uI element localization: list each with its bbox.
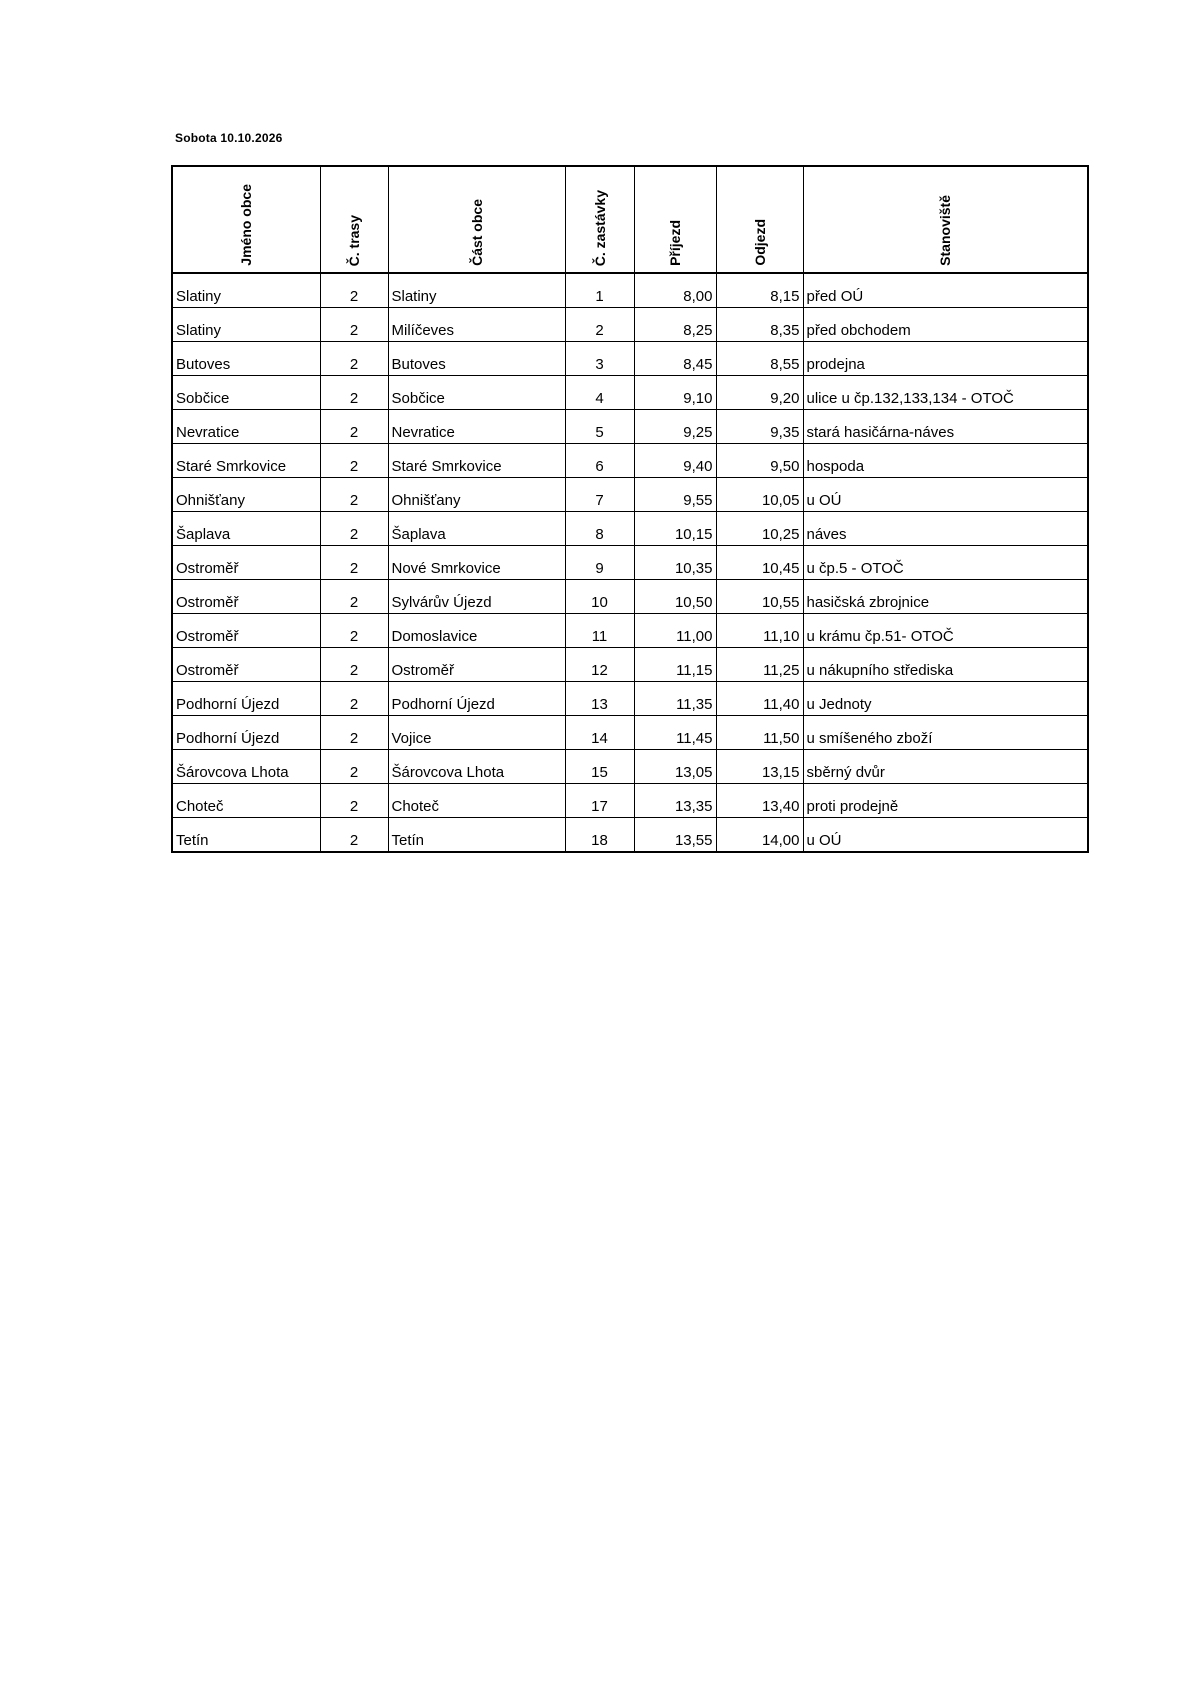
cell-obec: Butoves [172,342,320,376]
cell-obec: Slatiny [172,308,320,342]
table-row [172,580,1088,614]
cell-zastavka: 7 [565,478,634,512]
cell-obec: Podhorní Újezd [172,682,320,716]
cell-prijezd: 8,45 [634,342,716,376]
column-header-prijezd: Příjezd [634,166,716,273]
schedule-table [171,165,1089,853]
cell-trasa: 2 [320,648,388,682]
cell-odjezd: 13,40 [716,784,803,818]
cell-trasa: 2 [320,342,388,376]
cell-prijezd: 11,45 [634,716,716,750]
cell-cast: Sylvárův Újezd [388,580,565,614]
table-row [172,648,1088,682]
table-row [172,512,1088,546]
cell-cast: Milíčeves [388,308,565,342]
cell-prijezd: 13,55 [634,818,716,853]
cell-cast: Podhorní Újezd [388,682,565,716]
cell-obec: Slatiny [172,273,320,308]
cell-trasa: 2 [320,818,388,853]
cell-odjezd: 8,35 [716,308,803,342]
cell-zastavka: 6 [565,444,634,478]
cell-cast: Šárovcova Lhota [388,750,565,784]
table-row [172,376,1088,410]
column-header-stanoviste: Stanoviště [803,166,1088,273]
column-header-obec: Jméno obce [172,166,320,273]
cell-obec: Podhorní Újezd [172,716,320,750]
cell-obec: Nevratice [172,410,320,444]
cell-stanoviste: hasičská zbrojnice [803,580,1088,614]
cell-obec: Sobčice [172,376,320,410]
cell-trasa: 2 [320,546,388,580]
cell-prijezd: 10,15 [634,512,716,546]
cell-prijezd: 10,35 [634,546,716,580]
document-date: Sobota 10.10.2026 [175,131,283,145]
cell-trasa: 2 [320,273,388,308]
cell-zastavka: 8 [565,512,634,546]
cell-odjezd: 13,15 [716,750,803,784]
cell-trasa: 2 [320,308,388,342]
cell-stanoviste: náves [803,512,1088,546]
cell-stanoviste: stará hasičárna-náves [803,410,1088,444]
cell-prijezd: 11,35 [634,682,716,716]
cell-odjezd: 10,55 [716,580,803,614]
cell-stanoviste: sběrný dvůr [803,750,1088,784]
table-header-row [172,166,1088,273]
cell-prijezd: 13,35 [634,784,716,818]
cell-cast: Choteč [388,784,565,818]
cell-trasa: 2 [320,410,388,444]
cell-prijezd: 9,40 [634,444,716,478]
table-row [172,410,1088,444]
table-row [172,342,1088,376]
cell-obec: Ostroměř [172,614,320,648]
cell-prijezd: 8,00 [634,273,716,308]
cell-stanoviste: ulice u čp.132,133,134 - OTOČ [803,376,1088,410]
cell-cast: Slatiny [388,273,565,308]
cell-zastavka: 10 [565,580,634,614]
cell-stanoviste: prodejna [803,342,1088,376]
cell-obec: Ohnišťany [172,478,320,512]
cell-prijezd: 10,50 [634,580,716,614]
cell-trasa: 2 [320,614,388,648]
cell-trasa: 2 [320,750,388,784]
column-header-zastavka: Č. zastávky [565,166,634,273]
cell-odjezd: 11,25 [716,648,803,682]
cell-cast: Nové Smrkovice [388,546,565,580]
cell-cast: Ohnišťany [388,478,565,512]
cell-cast: Vojice [388,716,565,750]
cell-stanoviste: před OÚ [803,273,1088,308]
cell-zastavka: 18 [565,818,634,853]
cell-obec: Ostroměř [172,546,320,580]
cell-prijezd: 11,15 [634,648,716,682]
cell-stanoviste: u nákupního střediska [803,648,1088,682]
cell-cast: Tetín [388,818,565,853]
cell-zastavka: 11 [565,614,634,648]
column-header-trasa: Č. trasy [320,166,388,273]
cell-prijezd: 8,25 [634,308,716,342]
cell-odjezd: 9,35 [716,410,803,444]
cell-zastavka: 15 [565,750,634,784]
cell-zastavka: 13 [565,682,634,716]
cell-trasa: 2 [320,682,388,716]
cell-cast: Ostroměř [388,648,565,682]
cell-trasa: 2 [320,784,388,818]
cell-odjezd: 9,50 [716,444,803,478]
cell-zastavka: 14 [565,716,634,750]
cell-obec: Šárovcova Lhota [172,750,320,784]
cell-odjezd: 11,40 [716,682,803,716]
table-row [172,478,1088,512]
table-row [172,750,1088,784]
cell-odjezd: 9,20 [716,376,803,410]
table-row [172,818,1088,853]
table-row [172,716,1088,750]
column-header-cast: Část obce [388,166,565,273]
cell-cast: Sobčice [388,376,565,410]
table-row [172,308,1088,342]
cell-zastavka: 17 [565,784,634,818]
table-body [172,273,1088,852]
cell-trasa: 2 [320,478,388,512]
column-header-odjezd: Odjezd [716,166,803,273]
cell-cast: Staré Smrkovice [388,444,565,478]
cell-stanoviste: u OÚ [803,818,1088,853]
cell-odjezd: 11,50 [716,716,803,750]
cell-prijezd: 9,25 [634,410,716,444]
cell-prijezd: 11,00 [634,614,716,648]
cell-stanoviste: proti prodejně [803,784,1088,818]
cell-obec: Tetín [172,818,320,853]
cell-odjezd: 11,10 [716,614,803,648]
cell-stanoviste: před obchodem [803,308,1088,342]
cell-cast: Šaplava [388,512,565,546]
cell-cast: Nevratice [388,410,565,444]
cell-trasa: 2 [320,376,388,410]
cell-odjezd: 8,15 [716,273,803,308]
cell-stanoviste: u krámu čp.51- OTOČ [803,614,1088,648]
table-row [172,784,1088,818]
cell-zastavka: 9 [565,546,634,580]
cell-cast: Domoslavice [388,614,565,648]
table-row [172,444,1088,478]
cell-trasa: 2 [320,444,388,478]
cell-prijezd: 9,10 [634,376,716,410]
cell-stanoviste: u čp.5 - OTOČ [803,546,1088,580]
cell-zastavka: 3 [565,342,634,376]
table-row [172,682,1088,716]
cell-zastavka: 2 [565,308,634,342]
cell-obec: Ostroměř [172,580,320,614]
cell-obec: Choteč [172,784,320,818]
cell-stanoviste: u OÚ [803,478,1088,512]
cell-stanoviste: hospoda [803,444,1088,478]
cell-odjezd: 8,55 [716,342,803,376]
cell-stanoviste: u Jednoty [803,682,1088,716]
cell-odjezd: 14,00 [716,818,803,853]
cell-odjezd: 10,25 [716,512,803,546]
cell-zastavka: 1 [565,273,634,308]
cell-prijezd: 13,05 [634,750,716,784]
cell-zastavka: 5 [565,410,634,444]
cell-cast: Butoves [388,342,565,376]
cell-odjezd: 10,45 [716,546,803,580]
cell-zastavka: 4 [565,376,634,410]
cell-odjezd: 10,05 [716,478,803,512]
cell-obec: Ostroměř [172,648,320,682]
cell-trasa: 2 [320,512,388,546]
cell-obec: Šaplava [172,512,320,546]
cell-trasa: 2 [320,580,388,614]
cell-obec: Staré Smrkovice [172,444,320,478]
cell-trasa: 2 [320,716,388,750]
cell-stanoviste: u smíšeného zboží [803,716,1088,750]
table-row [172,546,1088,580]
table-row [172,614,1088,648]
cell-prijezd: 9,55 [634,478,716,512]
cell-zastavka: 12 [565,648,634,682]
table-row [172,273,1088,308]
